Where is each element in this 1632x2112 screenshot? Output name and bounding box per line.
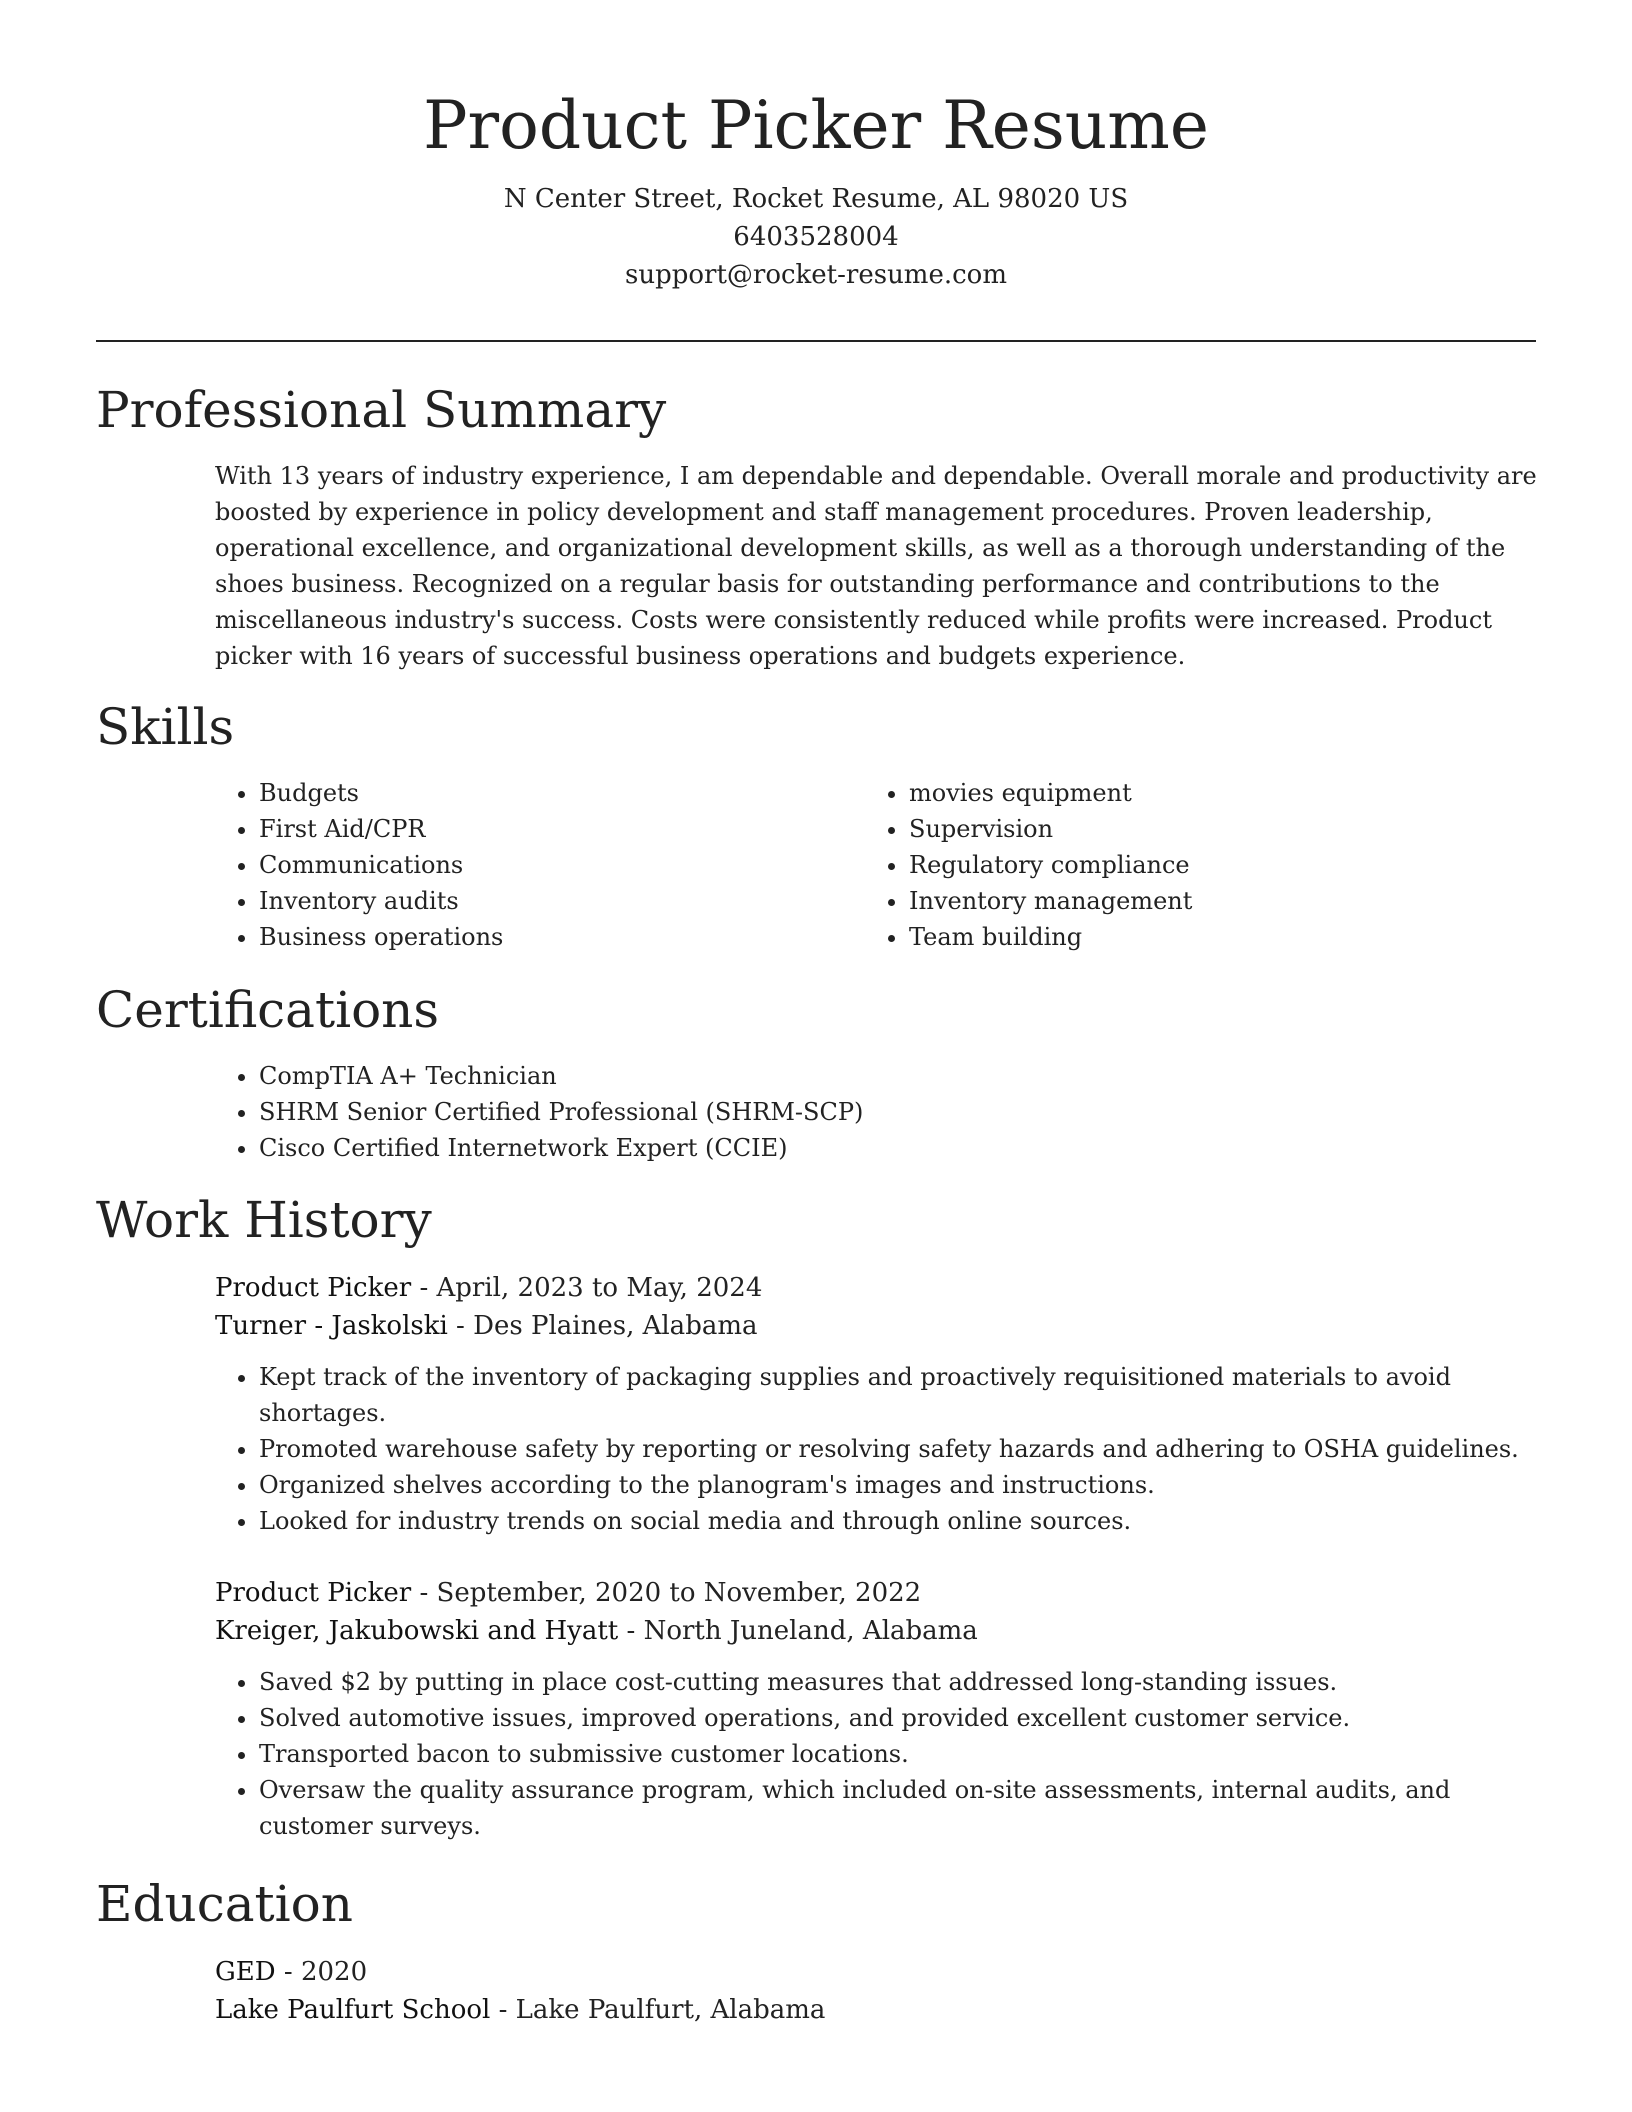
certifications-list	[215, 1058, 1537, 1166]
job-duty: • Promoted warehouse safety by reporting or resolving safety hazards and adhering to OSHA guidelines.	[259, 1431, 1537, 1467]
degree: GED	[215, 1957, 276, 1987]
work-history-heading: Work History	[96, 1191, 432, 1249]
job-company: Turner - Jaskolski	[215, 1311, 448, 1341]
job-company-line: Kreiger, Jakubowski and Hyatt - North Juneland, Alabama	[215, 1616, 978, 1646]
job-duty: • Oversaw the quality assurance program, which included on-site assessments, internal audits, and customer surveys.	[259, 1772, 1537, 1844]
skill-item: • Communications	[259, 847, 865, 883]
skills-heading: Skills	[96, 698, 235, 756]
job-duties	[215, 1359, 1537, 1539]
job-location: North Juneland, Alabama	[643, 1616, 978, 1646]
header-divider	[96, 340, 1536, 342]
summary-text: With 13 years of industry experience, I am dependable and dependable. Overall morale and productivity are boosted by experience in policy development and staff management procedures. Proven leadership, operational excellence, and organizational development skills, as well as a thorough understanding of the shoes business. Recognized on a regular basis for outstanding performance and contributions to the miscellaneous industry's success. Costs were consistently reduced while profits were increased. Product picker with 16 years of successful business operations and budgets experience.	[215, 462, 1537, 670]
skill-item: • Business operations	[259, 919, 865, 955]
job-duties	[215, 1664, 1537, 1844]
certification-item: • SHRM Senior Certified Professional (SHRM-SCP)	[259, 1094, 1537, 1130]
phone: 6403528004	[733, 222, 899, 252]
job-dates: April, 2023 to May, 2024	[436, 1273, 763, 1303]
certification-item: • Cisco Certified Internetwork Expert (CCIE)	[259, 1130, 1537, 1166]
school-name: Lake Paulfurt School	[215, 1995, 491, 2025]
job-title: Product Picker	[215, 1273, 412, 1303]
job-company: Kreiger, Jakubowski and Hyatt	[215, 1616, 619, 1646]
skill-item: • Supervision	[909, 811, 1515, 847]
education-entry	[215, 1953, 1537, 2029]
address: N Center Street, Rocket Resume, AL 98020 US	[503, 184, 1129, 214]
skill-item: • Team building	[909, 919, 1515, 955]
job-duty: • Transported bacon to submissive customer locations.	[259, 1736, 1537, 1772]
job-title: Product Picker	[215, 1578, 412, 1608]
contact-info	[0, 180, 1632, 294]
job-duty: • Saved $2 by putting in place cost-cutting measures that addressed long-standing issues.	[259, 1664, 1537, 1700]
job-company-line: Turner - Jaskolski - Des Plaines, Alabama	[215, 1311, 758, 1341]
job-title-line: Product Picker - April, 2023 to May, 2024	[215, 1273, 763, 1303]
summary-heading: Professional Summary	[96, 381, 667, 439]
school-location: Lake Paulfurt, Alabama	[515, 1995, 826, 2025]
skills-list	[215, 775, 1537, 955]
job-dates: September, 2020 to November, 2022	[436, 1578, 922, 1608]
skills-column-left	[215, 775, 865, 955]
resume-header	[0, 0, 1632, 294]
skill-item: • First Aid/CPR	[259, 811, 865, 847]
job-duty: • Kept track of the inventory of packaging supplies and proactively requisitioned materials to avoid shortages.	[259, 1359, 1537, 1431]
skill-item: • Regulatory compliance	[909, 847, 1515, 883]
job-location: Des Plaines, Alabama	[473, 1311, 758, 1341]
skill-item: • movies equipment	[909, 775, 1515, 811]
job-title-line: Product Picker - September, 2020 to November, 2022	[215, 1578, 922, 1608]
job-entry	[215, 1574, 1537, 1844]
email: support@rocket-resume.com	[624, 260, 1007, 290]
certifications-heading: Certifications	[96, 981, 440, 1039]
job-duty: • Solved automotive issues, improved operations, and provided excellent customer service.	[259, 1700, 1537, 1736]
skills-column-right	[865, 775, 1515, 955]
skill-item: • Inventory management	[909, 883, 1515, 919]
skill-item: • Inventory audits	[259, 883, 865, 919]
school-line: Lake Paulfurt School - Lake Paulfurt, Alabama	[215, 1995, 826, 2025]
skill-item: • Budgets	[259, 775, 865, 811]
education-heading: Education	[96, 1875, 353, 1933]
job-duty: • Looked for industry trends on social media and through online sources.	[259, 1503, 1537, 1539]
degree-line: GED - 2020	[215, 1957, 368, 1987]
certification-item: • CompTIA A+ Technician	[259, 1058, 1537, 1094]
job-duty: • Organized shelves according to the planogram's images and instructions.	[259, 1467, 1537, 1503]
graduation-year: 2020	[300, 1957, 368, 1987]
job-entry	[215, 1269, 1537, 1539]
resume-title: Product Picker Resume	[423, 87, 1209, 164]
